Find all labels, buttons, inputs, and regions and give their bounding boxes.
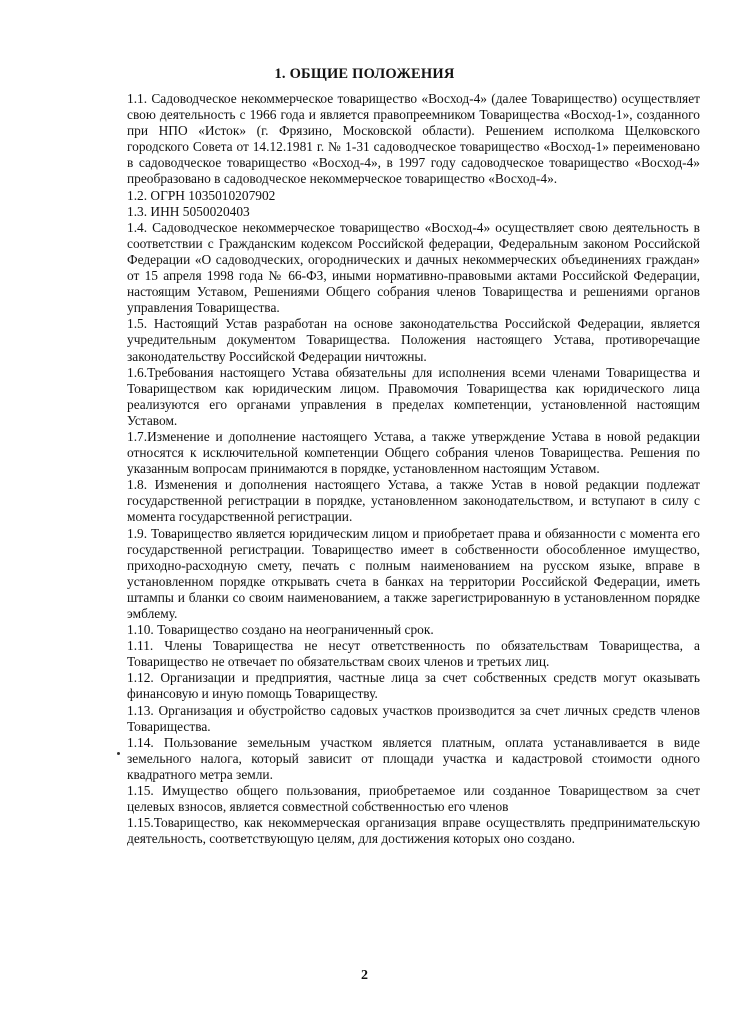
paragraph-1-8: 1.8. Изменения и дополнения настоящего Устава, а также Устав в новой редакции подлежат государственной регистрации в порядке, установленном законодательством, и вступают в силу с момента государственной регистрации.: [127, 477, 700, 525]
paragraph-1-15-b: 1.15.Товарищество, как некоммерческая организация вправе осуществлять предпринимательскую деятельность, соответствующую целям, для достижения которых оно создано.: [127, 815, 700, 847]
paragraph-1-1: 1.1. Садоводческое некоммерческое товарищество «Восход-4» (далее Товарищество) осуществляет свою деятельность с 1966 года и является правопреемником Товарищества «Восход-1», созданного при НПО «Исток» (г. Фрязино, Московской области). Решением исполкома Щелковского городского Совета от 14.12.1981 г. № 1-31 садоводческое товарищество «Восход-1» переименовано в садоводческое товарищество «Восход-4», в 1997 году садоводческое товарищество «Восход-4» преобразовано в садоводческое некоммерческое товарищество «Восход-4».: [127, 91, 700, 187]
paragraph-1-3: 1.3. ИНН 5050020403: [127, 203, 250, 219]
paragraph-1-6: 1.6.Требования настоящего Устава обязательны для исполнения всеми членами Товарищества и Товариществом как юридическим лицом. Правомочия Товарищества как юридического лица реализуются его органами управления в пределах компетенции, установленной настоящим Уставом.: [127, 364, 700, 428]
paragraph-1-11: 1.11. Члены Товарищества не несут ответственность по обязательствам Товарищества, а Товарищество не отвечает по обязательствам своих членов и третьих лиц.: [127, 638, 700, 670]
paragraph-1-9: 1.9. Товарищество является юридическим лицом и приобретает права и обязанности с момента его государственной регистрации. Товарищество имеет в собственности обособленное имущество, приходно-расходную смету, печать с полным наименованием на русском языке, вправе в установленном порядке открывать счета в банках на территории Российской Федерации, иметь штампы и бланки со своим наименованием, а также зарегистрированную в установленном порядке эмблему.: [127, 525, 700, 621]
page-number: 2: [361, 968, 368, 983]
paragraph-1-12: 1.12. Организации и предприятия, частные лица за счет собственных средств могут оказывать финансовую и иную помощь Товариществу.: [127, 670, 700, 702]
paragraph-1-7: 1.7.Изменение и дополнение настоящего Устава, а также утверждение Устава в новой редакции относятся к исключительной компетенции Общего собрания членов Товарищества. Решения по указанным вопросам принимаются в порядке, установленном настоящим Уставом.: [127, 428, 700, 477]
section-title: 1. ОБЩИЕ ПОЛОЖЕНИЯ: [274, 66, 455, 82]
paragraph-1-10: 1.10. Товарищество создано на неограниченный срок.: [127, 622, 434, 638]
paragraph-1-5: 1.5. Настоящий Устав разработан на основе законодательства Российской Федерации, является учредительным документом Товарищества. Положения настоящего Устава, противоречащие законодательству Российской Федерации ничтожны.: [127, 316, 700, 364]
paragraph-1-13: 1.13. Организация и обустройство садовых участков производится за счет личных средств членов Товарищества.: [127, 702, 700, 734]
paragraph-1-14: 1.14. Пользование земельным участком является платным, оплата устанавливается в виде земельного налога, который зависит от площади участка и кадастровой стоимости одного квадратного метра земли.: [127, 734, 700, 782]
scan-speck: [117, 752, 120, 755]
paragraph-1-4: 1.4. Садоводческое некоммерческое товарищество «Восход-4» осуществляет свою деятельность в соответствии с Гражданским кодексом Российской федерации, Федеральным законом Российской Федерации «О садоводческих, огороднических и дачных некоммерческих объединениях граждан» от 15 апреля 1998 года № 66-ФЗ, иными нормативно-правовыми актами Российской Федерации, настоящим Уставом, Решениями Общего собрания членов Товарищества и решениями органов управления Товарищества.: [127, 219, 700, 316]
paragraph-1-15: 1.15. Имущество общего пользования, приобретаемое или созданное Товариществом за счет целевых взносов, является совместной собственностью его членов: [127, 783, 700, 815]
body-text: [127, 91, 700, 847]
paragraph-1-2: 1.2. ОГРН 1035010207902: [127, 187, 276, 203]
